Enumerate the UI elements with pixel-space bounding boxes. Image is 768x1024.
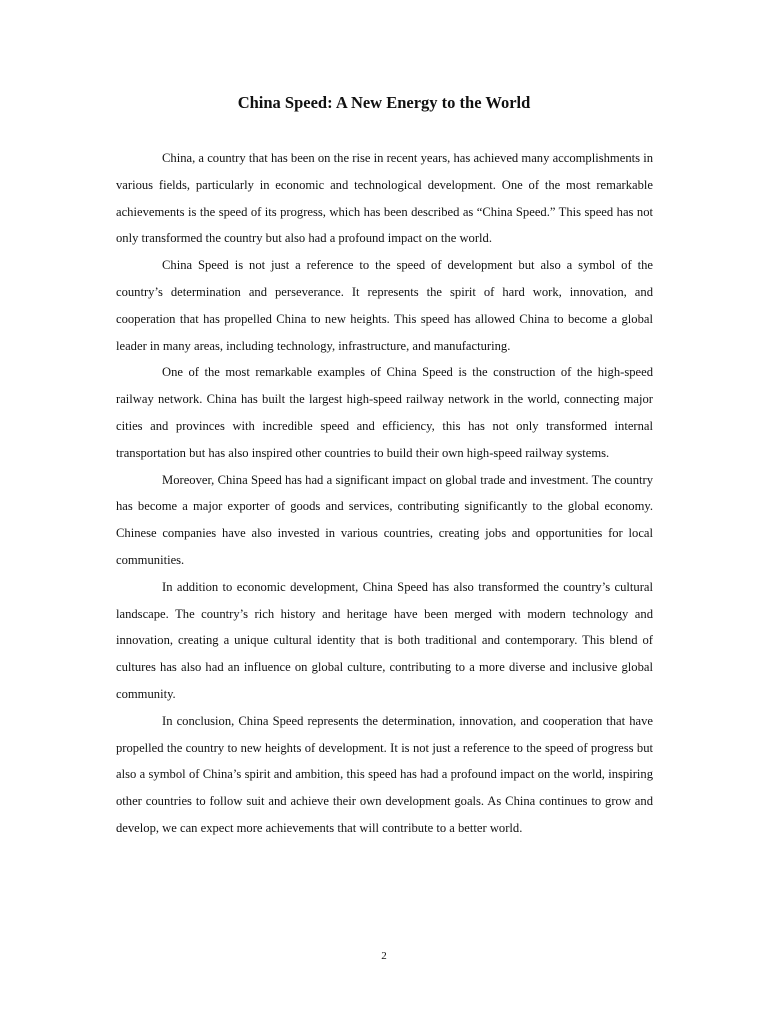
paragraph-culture: In addition to economic development, China Speed has also transformed the country’s cultural landscape. The country’s rich history and heritage have been merged with modern technology and innovation, creating a unique cultural identity that is both traditional and contemporary. This blend of cultures has also had an influence on global culture, contributing to a more diverse and inclusive global community. xyxy=(116,579,653,701)
document-body xyxy=(116,145,653,842)
paragraph-trade: Moreover, China Speed has had a significant impact on global trade and investment. The country has become a major exporter of goods and services, contributing significantly to the global economy. Chinese companies have also invested in various countries, creating jobs and opportunities for local communities. xyxy=(116,472,653,567)
paragraph-conclusion: In conclusion, China Speed represents the determination, innovation, and cooperation that have propelled the country to new heights of development. It is not just a reference to the speed of progress but also a symbol of China’s spirit and ambition, this speed has had a profound impact on the world, inspiring other countries to follow suit and achieve their own development goals. As China continues to grow and develop, we can expect more achievements that will contribute to a better world. xyxy=(116,713,653,835)
paragraph-symbol: China Speed is not just a reference to the speed of development but also a symbol of the country’s determination and perseverance. It represents the spirit of hard work, innovation, and cooperation that has propelled China to new heights. This speed has allowed China to become a global leader in many areas, including technology, infrastructure, and manufacturing. xyxy=(116,258,653,353)
page-number: 2 xyxy=(381,950,387,962)
paragraph-railway: One of the most remarkable examples of China Speed is the construction of the high-speed railway network. China has built the largest high-speed railway network in the world, connecting major cities and provinces with incredible speed and efficiency, this has not only transformed internal transportation but has also inspired other countries to build their own high-speed railway systems. xyxy=(116,365,653,460)
document-title: China Speed: A New Energy to the World xyxy=(237,93,531,112)
paragraph-intro: China, a country that has been on the rise in recent years, has achieved many accomplishments in various fields, particularly in economic and technological development. One of the most remarkable achievements is the speed of its progress, which has been described as “China Speed.” This speed has not only transformed the country but also had a profound impact on the world. xyxy=(116,151,653,246)
